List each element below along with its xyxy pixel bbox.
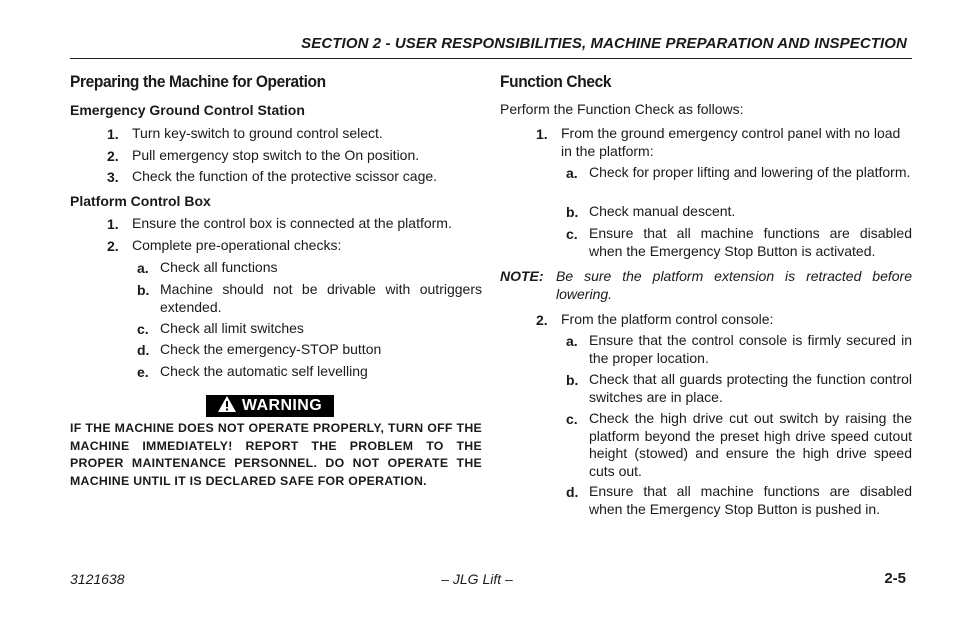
- step1-sub-a-num: a.: [566, 165, 578, 181]
- pcb-sub-e-num: e.: [137, 364, 149, 380]
- egcs-item-2-num: 2.: [107, 148, 119, 164]
- footer-center: – JLG Lift –: [441, 571, 513, 587]
- header-rule: [70, 58, 912, 59]
- function-check-intro: Perform the Function Check as follows:: [500, 101, 744, 117]
- step2-sub-d-num: d.: [566, 484, 579, 500]
- egcs-item-1: Turn key-switch to ground control select.: [132, 125, 383, 141]
- pcb-sub-d-num: d.: [137, 342, 150, 358]
- step1-sub-b-num: b.: [566, 204, 579, 220]
- egcs-title: Emergency Ground Control Station: [70, 102, 305, 118]
- egcs-item-1-num: 1.: [107, 126, 119, 142]
- step1-sub-b: Check manual descent.: [589, 203, 736, 219]
- step2-sub-d: Ensure that all machine functions are disabled when the Emergency Stop Button is pushed in.: [589, 483, 912, 517]
- step2-num: 2.: [536, 312, 548, 328]
- pcb-sub-b: Machine should not be drivable with outriggers extended.: [160, 281, 482, 315]
- warning-label: WARNING: [241, 397, 323, 414]
- page-number: 2-5: [884, 570, 906, 587]
- step2-sub-b: Check that all guards protecting the function control switches are in place.: [589, 371, 912, 405]
- note-label: NOTE:: [500, 268, 544, 284]
- step1-num: 1.: [536, 126, 548, 142]
- warning-banner: [206, 395, 334, 417]
- warning-text: IF THE MACHINE DOES NOT OPERATE PROPERLY, TURN OFF THE MACHINE IMMEDIATELY! REPORT THE PROBLEM TO THE PROPER MAINTENANCE PERSONNEL. DO NOT OPERATE THE MACHINE UNTIL IT IS DECLARED SAFE FOR OPERATION.: [70, 421, 482, 488]
- note-text: Be sure the platform extension is retracted before lowering.: [556, 268, 912, 302]
- step2-sub-c-num: c.: [566, 411, 578, 427]
- step1-text: From the ground emergency control panel with no load in the platform:: [561, 125, 901, 159]
- egcs-item-3: Check the function of the protective scissor cage.: [132, 168, 438, 184]
- section-title: SECTION 2 - USER RESPONSIBILITIES, MACHINE PREPARATION AND INSPECTION: [301, 35, 907, 52]
- pcb-sub-d: Check the emergency-STOP button: [160, 341, 382, 357]
- step2-text: From the platform control console:: [561, 311, 774, 327]
- egcs-item-3-num: 3.: [107, 169, 119, 185]
- pcb-item-1-num: 1.: [107, 216, 119, 232]
- doc-number: 3121638: [70, 571, 125, 587]
- step1-sub-c: Ensure that all machine functions are disabled when the Emergency Stop Button is activated.: [589, 225, 912, 259]
- pcb-sub-c-num: c.: [137, 321, 149, 337]
- step2-sub-a-num: a.: [566, 333, 578, 349]
- warning-triangle-icon: [218, 396, 236, 417]
- pcb-item-2-num: 2.: [107, 238, 119, 254]
- pcb-item-1: Ensure the control box is connected at the platform.: [132, 215, 452, 231]
- step1-sub-a: Check for proper lifting and lowering of the platform.: [589, 164, 911, 180]
- egcs-item-2: Pull emergency stop switch to the On position.: [132, 147, 420, 163]
- right-heading: Function Check: [500, 73, 612, 91]
- step1-sub-c-num: c.: [566, 226, 578, 242]
- left-heading: Preparing the Machine for Operation: [70, 73, 326, 91]
- pcb-sub-e: Check the automatic self levelling: [160, 363, 368, 379]
- pcb-title: Platform Control Box: [70, 193, 211, 209]
- pcb-sub-c: Check all limit switches: [160, 320, 304, 336]
- pcb-sub-a-num: a.: [137, 260, 149, 276]
- pcb-sub-a: Check all functions: [160, 259, 278, 275]
- step2-sub-a: Ensure that the control console is firmly secured in the proper location.: [589, 332, 912, 366]
- pcb-item-2: Complete pre-operational checks:: [132, 237, 342, 253]
- pcb-sub-b-num: b.: [137, 282, 150, 298]
- step2-sub-c: Check the high drive cut out switch by raising the platform beyond the preset high drive speed cutout height (stowed) and ensure the high drive speed cuts out.: [589, 410, 912, 479]
- step2-sub-b-num: b.: [566, 372, 579, 388]
